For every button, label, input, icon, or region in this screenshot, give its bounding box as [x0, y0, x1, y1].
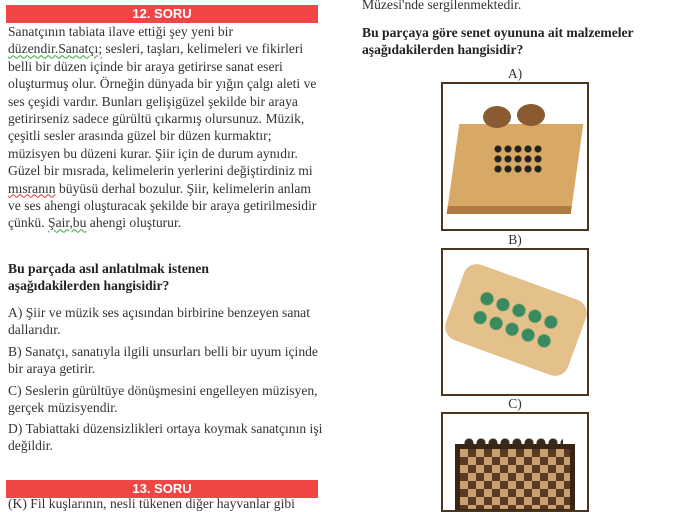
question-13-first-line: (K) Fil kuşlarının, nesli tükenen diğer hayvanlar gibi	[8, 496, 295, 511]
previous-text-line: Müzesi'nde sergilenmektedir.	[362, 0, 522, 12]
image-option-b[interactable]	[441, 248, 589, 396]
question-13-prompt: Bu parçaya göre senet oyununa ait malzemeler aşağıdakilerden hangisidir?	[362, 25, 634, 58]
image-option-c-label: C)	[508, 396, 522, 411]
passage-text: düzendir.Sanatçı;	[8, 41, 102, 57]
go-stones	[493, 144, 543, 174]
question-13-header: 13. SORU	[6, 480, 318, 498]
passage-text: Sanatçının tabiata ilave ettiği şey yeni bir	[8, 24, 233, 39]
chess-pieces	[463, 432, 563, 454]
chess-board	[455, 444, 575, 512]
option-b[interactable]: B) Sanatçı, sanatıyla ilgili unsurları belli bir uyum içinde bir araya getirir.	[8, 344, 318, 376]
question-12-prompt: Bu parçada asıl anlatılmak istenen aşağıdakilerden hangisidir?	[8, 261, 209, 294]
image-option-b-label: B)	[508, 232, 522, 247]
passage-text: büyüsü derhal bozulur. Şiir, kelimelerin anlam ve ses ahengi oluşturacak şekilde bir araya getirilmesidir çünkü.	[8, 180, 317, 231]
passage-text: ahengi oluşturur.	[86, 215, 182, 231]
option-a[interactable]: A) Şiir ve müzik ses açısından birbirine benzeyen sanat dallarıdır.	[8, 305, 310, 337]
passage-text: Şair,bu	[48, 215, 87, 231]
question-12-header: 12. SORU	[6, 5, 318, 23]
question-12-passage	[8, 23, 320, 232]
option-d[interactable]: D) Tabiattaki düzensizlikleri ortaya koymak sanatçının işi değildir.	[8, 421, 323, 453]
image-option-a-label: A)	[507, 66, 523, 81]
bowl	[517, 104, 545, 126]
passage-text: mısranın	[8, 180, 56, 196]
option-c[interactable]: C) Seslerin gürültüye dönüşmesini engelleyen müzisyen, gerçek müzisyendir.	[8, 383, 318, 415]
passage-text: sesleri, taşları, kelimeleri ve fikirleri belli bir düzen içinde bir araya getirirse sanat eseri oluşturmuş olur. Örneğin dünyada bir yığın çalgı aleti ve ses çeşidi vardır. Bunları gelişigüzel şekilde bir araya getirirseniz sadece gürültü çıkarmış olursunuz. Müzik, çeşitli sesler arasında güzel bir düzen kurmaktır; müzisyen bu düzeni kurar. Şiir için de durum aynıdır. Güzel bir mısrada, kelimelerin yerlerini değiştirdiniz mi	[8, 41, 317, 179]
bowl	[483, 106, 511, 128]
image-option-a[interactable]	[441, 82, 589, 231]
image-option-c[interactable]	[441, 412, 589, 512]
